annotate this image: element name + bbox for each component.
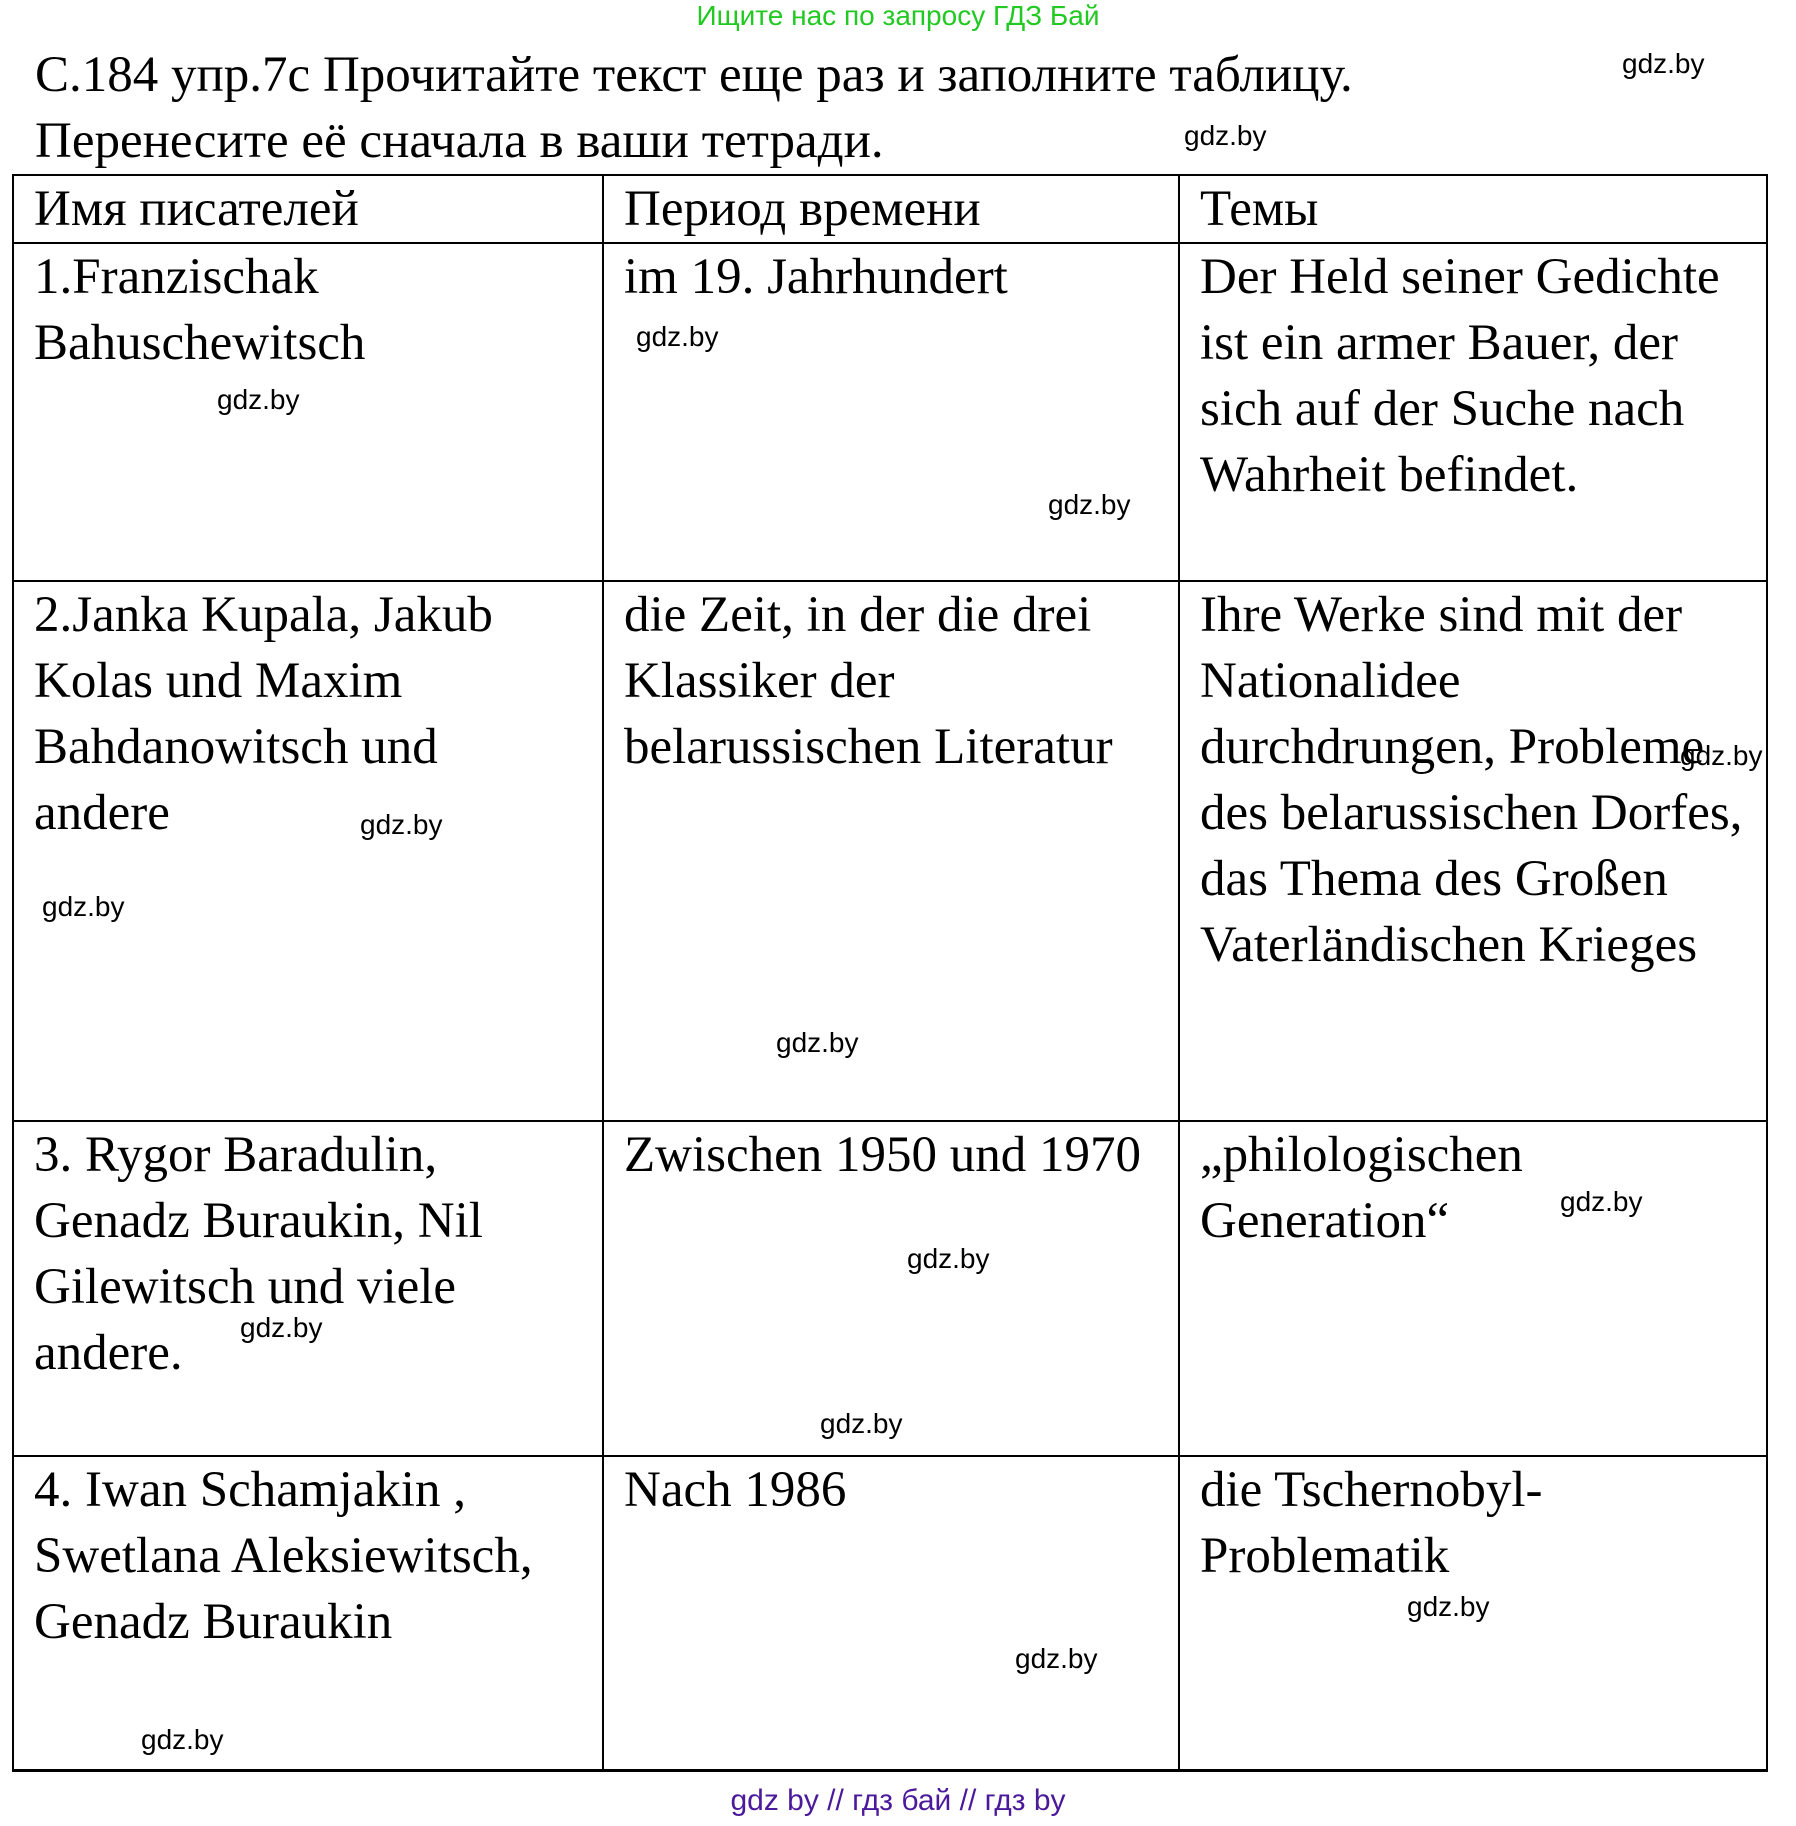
watermark: gdz.by — [42, 891, 125, 922]
watermark: gdz.by — [217, 384, 300, 415]
watermark: gdz.by — [1048, 489, 1131, 520]
table-header-row — [13, 175, 1767, 243]
watermark: gdz.by — [776, 1027, 859, 1058]
watermark: gdz.by — [1622, 48, 1705, 79]
period-cell: Zwischen 1950 und 1970 — [603, 1121, 1179, 1456]
table-row — [13, 1456, 1767, 1771]
writers-cell: 3. Rygor Baradulin, Genadz Buraukin, Nil Gilewitsch und viele andere. — [13, 1121, 603, 1456]
themes-cell: „philologischen Generation“ — [1179, 1121, 1767, 1456]
watermark: gdz.by — [820, 1408, 903, 1439]
title-line-1: С.184 упр.7с Прочитайте текст еще раз и заполните таблицу. — [35, 47, 1353, 103]
watermark: gdz.by — [1184, 120, 1267, 151]
writers-cell: 1.Franzischak Bahuschewitsch — [13, 243, 603, 581]
themes-cell: Ihre Werke sind mit der Nationalidee durchdrungen, Probleme des belarussischen Dorfes, das Thema des Großen Vaterländischen Krieges — [1179, 581, 1767, 1121]
themes-cell: Der Held seiner Gedichte ist ein armer Bauer, der sich auf der Suche nach Wahrheit befindet. — [1179, 243, 1767, 581]
search-banner: Ищите нас по запросу ГДЗ Бай — [696, 0, 1100, 31]
watermark: gdz.by — [240, 1312, 323, 1343]
header-cell: Темы — [1179, 175, 1767, 243]
exercise-title — [35, 42, 1353, 174]
watermark: gdz.by — [636, 321, 719, 352]
writers-cell: 4. Iwan Schamjakin , Swetlana Aleksiewitsch, Genadz Buraukin — [13, 1456, 603, 1771]
watermark: gdz.by — [1015, 1643, 1098, 1674]
themes-cell: die Tschernobyl-Problematik — [1179, 1456, 1767, 1771]
watermark: gdz.by — [141, 1724, 224, 1755]
watermark: gdz.by — [1560, 1186, 1643, 1217]
header-cell: Период времени — [603, 175, 1179, 243]
watermark: gdz.by — [907, 1243, 990, 1274]
table-row — [13, 581, 1767, 1121]
table-row — [13, 1121, 1767, 1456]
period-cell: im 19. Jahrhundert — [603, 243, 1179, 581]
watermark: gdz.by — [1680, 740, 1763, 771]
watermark: gdz.by — [360, 809, 443, 840]
period-cell: Nach 1986 — [603, 1456, 1179, 1771]
watermark: gdz.by — [1407, 1591, 1490, 1622]
period-cell: die Zeit, in der die drei Klassiker der belarussischen Literatur — [603, 581, 1179, 1121]
title-line-2: Перенесите её сначала в ваши тетради. — [35, 113, 884, 169]
footer-links: gdz by // гдз бай // гдз by — [730, 1784, 1066, 1817]
writers-cell: 2.Janka Kupala, Jakub Kolas und Maxim Bahdanowitsch und andere — [13, 581, 603, 1121]
header-cell: Имя писателей — [13, 175, 603, 243]
